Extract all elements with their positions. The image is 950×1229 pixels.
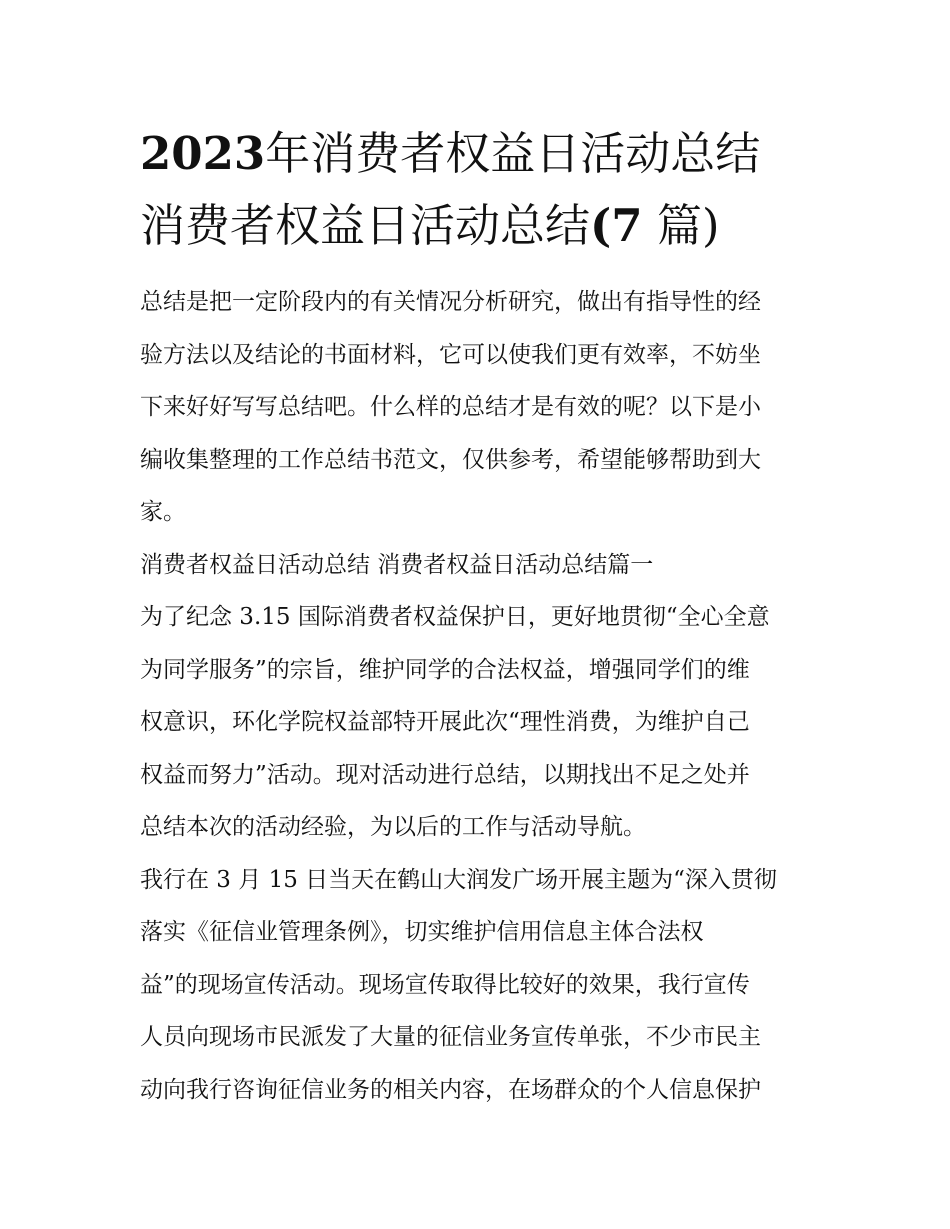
text-line: 总结是把一定阶段内的有关情况分析研究，做出有指导性的经 bbox=[140, 289, 761, 315]
text-line: 人员向现场市民派发了大量的征信业务宣传单张，不少市民主 bbox=[140, 1024, 761, 1050]
section-heading bbox=[140, 539, 820, 592]
text-line: 为同学服务”的宗旨，维护同学的合法权益，增强同学们的维 bbox=[140, 656, 750, 683]
text-line: 为了纪念 3.15 国际消费者权益保护日，更好地贯彻“全心全意 bbox=[140, 604, 770, 630]
title-count: (7 bbox=[590, 199, 643, 252]
text-line: 编收集整理的工作总结书范文，仅供参考，希望能够帮助到大 bbox=[140, 446, 761, 473]
document-body bbox=[140, 276, 820, 1116]
text-line: 家。 bbox=[140, 499, 186, 525]
text-line: 我行在 3 月 15 日当天在鹤山大润发广场开展主题为“深入贯彻 bbox=[140, 866, 777, 893]
paragraph-intro bbox=[140, 276, 820, 539]
text-line: 验方法以及结论的书面材料，它可以使我们更有效率，不妨坐 bbox=[140, 341, 761, 368]
text-line: 消费者权益日活动总结 消费者权益日活动总结篇一 bbox=[140, 551, 654, 578]
text-line: 总结本次的活动经验，为以后的工作与活动导航。 bbox=[140, 814, 646, 840]
title-line-2-end: 篇) bbox=[656, 199, 720, 252]
document-page bbox=[140, 118, 820, 1116]
paragraph-bank-event bbox=[140, 854, 820, 1117]
title-year: 2023 bbox=[140, 127, 266, 180]
title-line-1-text: 年消费者权益日活动总结 bbox=[265, 127, 761, 180]
title-line-1 bbox=[140, 118, 820, 190]
text-line: 下来好好写写总结吧。什么样的总结才是有效的呢？以下是小 bbox=[140, 394, 761, 420]
text-line: 益”的现场宣传活动。现场宣传取得比较好的效果，我行宣传 bbox=[140, 971, 750, 998]
paragraph-activity bbox=[140, 591, 820, 854]
text-line: 权意识，环化学院权益部特开展此次“理性消费，为维护自己 bbox=[140, 709, 750, 735]
title-line-2 bbox=[140, 190, 820, 262]
title-line-2-text: 消费者权益日活动总结 bbox=[140, 199, 591, 252]
document-title bbox=[140, 118, 820, 262]
text-line: 动向我行咨询征信业务的相关内容，在场群众的个人信息保护 bbox=[140, 1076, 761, 1103]
text-line: 权益而努力”活动。现对活动进行总结，以期找出不足之处并 bbox=[140, 761, 750, 788]
text-line: 落实《征信业管理条例》，切实维护信用信息主体合法权 bbox=[140, 919, 704, 945]
